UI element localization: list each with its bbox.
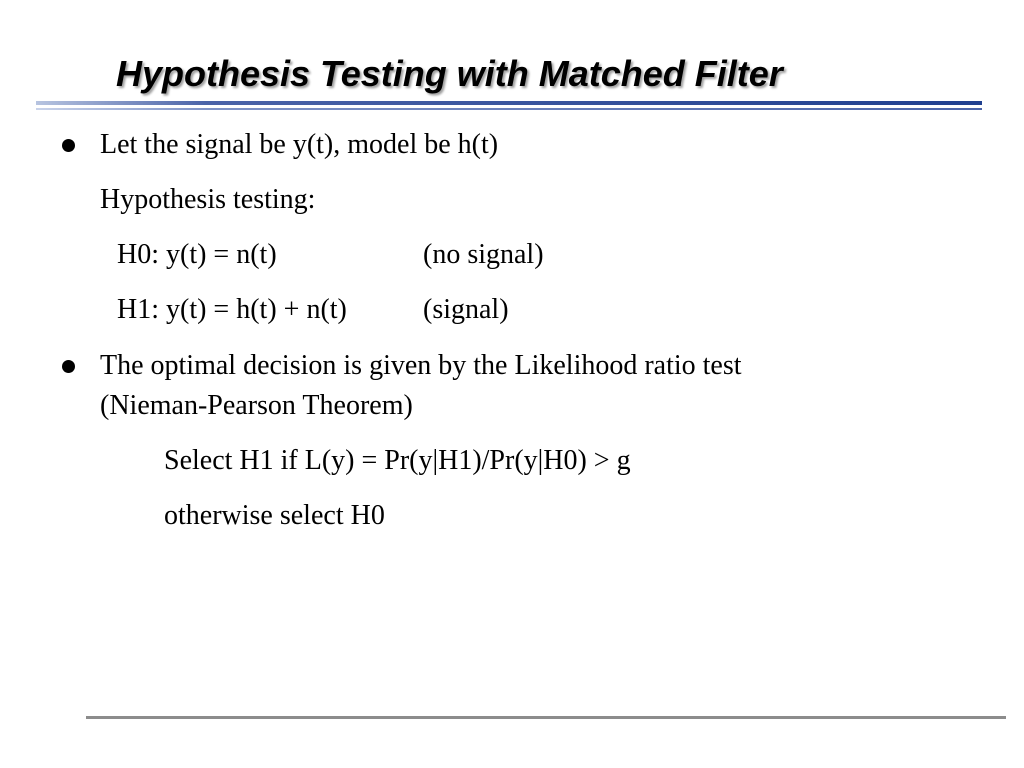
title-underline-thin	[36, 108, 982, 110]
title-underline	[36, 101, 982, 110]
bullet-2-text-continued: (Nieman-Pearson Theorem)	[100, 390, 413, 421]
hypothesis-testing-label: Hypothesis testing:	[100, 184, 316, 215]
bullet-1-text: Let the signal be y(t), model be h(t)	[100, 129, 499, 160]
h1-expression: H1: y(t) = h(t) + n(t)	[117, 294, 347, 325]
h0-note: (no signal)	[423, 239, 544, 270]
bullet-2-text: The optimal decision is given by the Likelihood ratio test	[100, 350, 742, 381]
slide-title: Hypothesis Testing with Matched Filter	[116, 53, 783, 94]
footer-divider	[86, 716, 1006, 719]
decision-rule-otherwise: otherwise select H0	[164, 500, 385, 531]
bullet-dot-2	[62, 360, 75, 373]
h0-expression: H0: y(t) = n(t)	[117, 239, 277, 270]
bullet-dot-1	[62, 139, 75, 152]
decision-rule: Select H1 if L(y) = Pr(y|H1)/Pr(y|H0) > g	[164, 445, 631, 476]
title-underline-thick	[36, 101, 982, 105]
h1-note: (signal)	[423, 294, 509, 325]
